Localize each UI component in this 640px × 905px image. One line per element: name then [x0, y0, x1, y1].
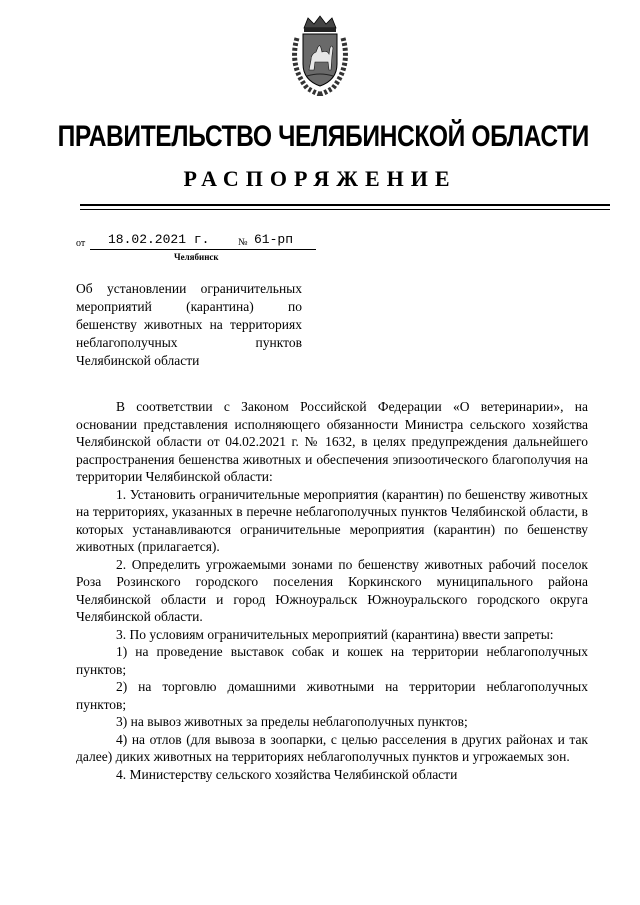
number-prefix: №: [238, 237, 248, 248]
organization-title: ПРАВИТЕЛЬСТВО ЧЕЛЯБИНСКОЙ ОБЛАСТИ: [57, 120, 589, 153]
document-type: РАСПОРЯЖЕНИЕ: [183, 166, 457, 191]
city-label: Челябинск: [174, 252, 219, 262]
coat-of-arms-icon: [287, 14, 353, 96]
date-prefix: от: [76, 238, 86, 249]
clause-paragraph: 3. По условиям ограничительных мероприятий (карантина) ввести запреты:: [116, 626, 554, 642]
date-number-line: [76, 232, 316, 254]
clause-paragraph: 4. Министерству сельского хозяйства Челябинской области: [116, 766, 458, 782]
document-date: 18.02.2021 г.: [108, 232, 210, 247]
header-divider-thick: [80, 204, 610, 206]
date-underline: [90, 249, 316, 250]
clause-paragraph: 2. Определить угрожаемыми зонами по бешенству животных рабочий поселок Роза Розинского городского поселения Коркинского муниципального района Челябинской области и город Южноуральск Южноуральского городского округа Челябинской области.: [76, 556, 588, 624]
subclause-paragraph: 3) на вывоз животных за пределы неблагополучных пунктов;: [116, 714, 468, 729]
clause-paragraph: 1. Установить ограничительные мероприятия (карантин) по бешенству животных на территориях, указанных в перечне неблагополучных пунктов Челябинской области, в которых устанавливаются ограничительные мероприятия (карантин) по бешенству животных (прилагается).: [76, 486, 588, 554]
preamble-paragraph: В соответствии с Законом Российской Федерации «О ветеринарии», на основании представления исполняющего обязанности Министра сельского хозяйства Челябинской области от 04.02.2021 г. № 1632, в целях предупреждения дальнейшего распространения бешенства животных и обеспечения эпизоотического благополучия на территории Челябинской области:: [76, 399, 588, 484]
subclause-paragraph: 2) на торговлю домашними животными на территории неблагополучных пунктов;: [76, 679, 588, 712]
document-subject: Об установлении ограничительных мероприятий (карантина) по бешенству животных на территориях неблагополучных пунктов Челябинской области: [76, 281, 302, 368]
header-divider-thin: [80, 209, 610, 210]
subclause-paragraph: 1) на проведение выставок собак и кошек на территории неблагополучных пунктов;: [76, 644, 588, 677]
subclause-paragraph: 4) на отлов (для вывоза в зоопарки, с целью расселения в других районах и так далее) диких животных на территориях неблагополучных пунктов и угрожаемых зон.: [76, 731, 588, 764]
document-body: [76, 398, 588, 783]
document-number: 61-рп: [254, 232, 294, 247]
